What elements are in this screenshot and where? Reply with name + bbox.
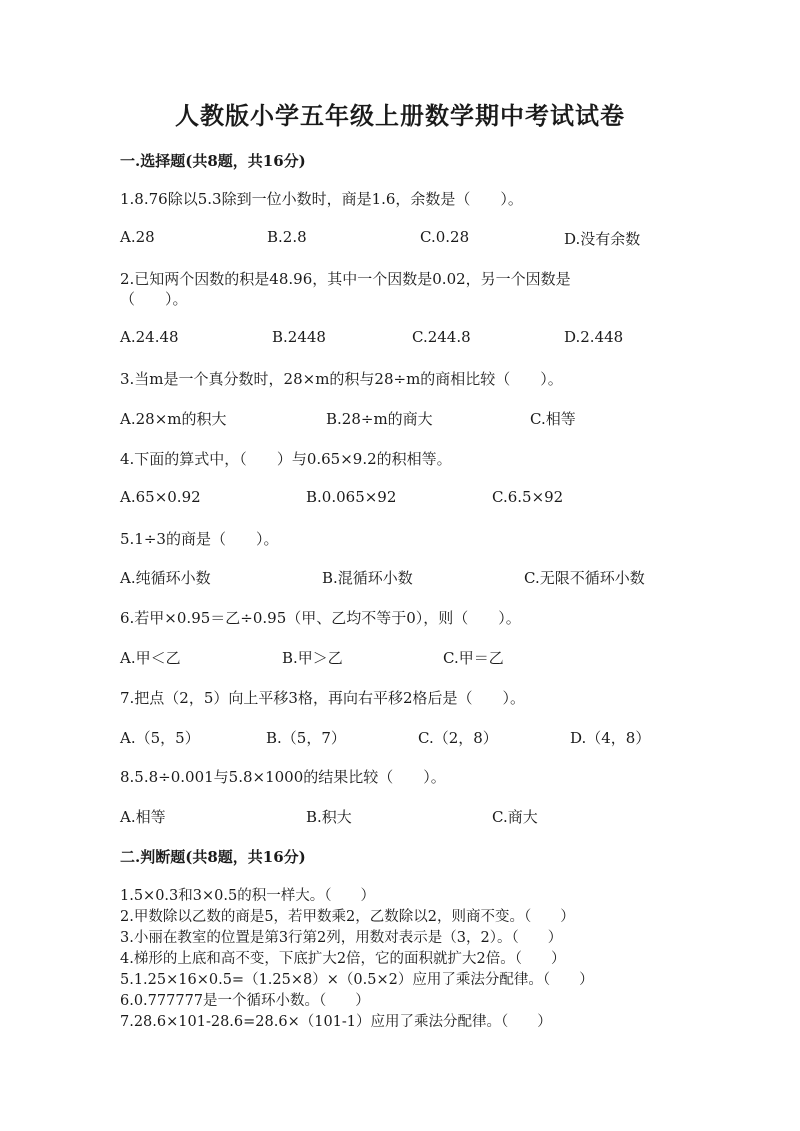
option-6b: B.甲＞乙	[282, 649, 343, 667]
option-7c: C.（2，8）	[418, 729, 498, 747]
option-6c: C.甲＝乙	[443, 649, 504, 667]
judge-item-3: 3.小丽在教室的位置是第3行第2列，用数对表示是（3，2）。（ ）	[120, 930, 563, 946]
option-7b: B.（5，7）	[266, 729, 346, 747]
judge-item-6: 6.0.777777是一个循环小数。（ ）	[120, 993, 370, 1009]
question-7: 7.把点（2，5）向上平移3格，再向右平移2格后是（ ）。	[120, 689, 525, 707]
judge-item-1: 1.5×0.3和3×0.5的积一样大。（ ）	[120, 888, 375, 904]
question-4: 4.下面的算式中，（ ）与0.65×9.2的积相等。	[120, 450, 452, 468]
question-5: 5.1÷3的商是（ ）。	[120, 530, 279, 548]
option-4a: A.65×0.92	[120, 488, 201, 506]
option-5c: C.无限不循环小数	[524, 569, 645, 587]
option-8c: C.商大	[492, 808, 538, 826]
section-heading-judge: 二.判断题(共8题，共16分)	[120, 848, 306, 866]
option-2b: B.2448	[272, 328, 326, 346]
option-3b: B.28÷m的商大	[326, 410, 433, 428]
option-8a: A.相等	[120, 808, 166, 826]
question-1: 1.8.76除以5.3除到一位小数时，商是1.6，余数是（ ）。	[120, 190, 523, 208]
option-1c: C.0.28	[420, 228, 470, 246]
option-4c: C.6.5×92	[492, 488, 564, 506]
question-2-line1: 2.已知两个因数的积是48.96，其中一个因数是0.02，另一个因数是	[120, 270, 571, 288]
option-7a: A.（5，5）	[120, 729, 200, 747]
option-2c: C.244.8	[412, 328, 471, 346]
option-1a: A.28	[120, 228, 155, 246]
option-5a: A.纯循环小数	[120, 569, 211, 587]
judge-item-5: 5.1.25×16×0.5=（1.25×8）×（0.5×2）应用了乘法分配律。（ ）	[120, 972, 594, 988]
option-6a: A.甲＜乙	[120, 649, 181, 667]
question-3: 3.当m是一个真分数时，28×m的积与28÷m的商相比较（ ）。	[120, 370, 563, 388]
option-8b: B.积大	[306, 808, 352, 826]
option-2d: D.2.448	[564, 328, 624, 346]
section-heading-choice: 一.选择题(共8题，共16分)	[120, 152, 306, 170]
judge-item-2: 2.甲数除以乙数的商是5，若甲数乘2，乙数除以2，则商不变。（ ）	[120, 909, 575, 925]
option-3c: C.相等	[530, 410, 576, 428]
option-4b: B.0.065×92	[306, 488, 397, 506]
option-5b: B.混循环小数	[322, 569, 413, 587]
question-6: 6.若甲×0.95＝乙÷0.95（甲、乙均不等于0），则（ ）。	[120, 609, 521, 627]
question-8: 8.5.8÷0.001与5.8×1000的结果比较（ ）。	[120, 768, 446, 786]
option-1b: B.2.8	[267, 228, 307, 246]
option-3a: A.28×m的积大	[120, 410, 227, 428]
judge-item-4: 4.梯形的上底和高不变，下底扩大2倍，它的面积就扩大2倍。（ ）	[120, 951, 566, 967]
page-title: 人教版小学五年级上册数学期中考试试卷	[175, 101, 625, 130]
option-2a: A.24.48	[120, 328, 179, 346]
option-1d: D.没有余数	[564, 230, 641, 248]
judge-item-7: 7.28.6×101-28.6=28.6×（101-1）应用了乘法分配律。（ ）	[120, 1014, 552, 1030]
question-2-line2: （ ）。	[120, 290, 188, 308]
option-7d: D.（4，8）	[570, 729, 651, 747]
